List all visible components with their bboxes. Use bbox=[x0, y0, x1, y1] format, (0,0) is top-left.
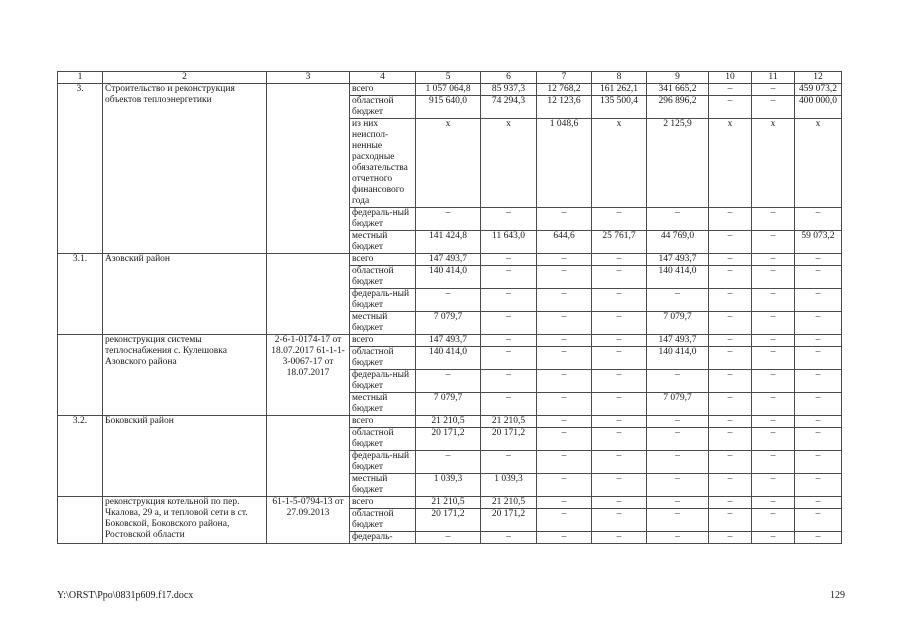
value-cell: – bbox=[647, 428, 709, 451]
value-cell: – bbox=[592, 416, 647, 428]
value-cell: 21 210,5 bbox=[481, 497, 537, 509]
table-row bbox=[58, 254, 842, 266]
value-cell: – bbox=[795, 347, 842, 370]
value-cell: 21 210,5 bbox=[416, 497, 481, 509]
value-cell: – bbox=[752, 393, 795, 416]
value-cell: – bbox=[709, 208, 752, 231]
value-cell: – bbox=[537, 312, 592, 335]
value-cell: 7 079,7 bbox=[647, 393, 709, 416]
value-cell: – bbox=[752, 289, 795, 312]
value-cell: – bbox=[752, 254, 795, 266]
value-cell: – bbox=[752, 474, 795, 497]
value-cell: 296 896,2 bbox=[647, 96, 709, 119]
value-cell: х bbox=[752, 119, 795, 208]
header-row bbox=[58, 72, 842, 84]
column-header: 12 bbox=[795, 72, 842, 84]
file-path: Y:\ORST\Ppo\0831p609.f17.docx bbox=[57, 590, 194, 601]
funding-source: федераль-ный бюджет bbox=[350, 289, 416, 312]
value-cell: – bbox=[647, 532, 709, 544]
value-cell: 140 414,0 bbox=[647, 347, 709, 370]
value-cell: – bbox=[592, 347, 647, 370]
column-header: 10 bbox=[709, 72, 752, 84]
value-cell: 140 414,0 bbox=[416, 347, 481, 370]
item-number: 3.2. bbox=[58, 416, 103, 497]
value-cell: – bbox=[709, 312, 752, 335]
value-cell: – bbox=[752, 497, 795, 509]
value-cell: 1 048,6 bbox=[537, 119, 592, 208]
value-cell: – bbox=[592, 289, 647, 312]
table-row bbox=[58, 497, 842, 509]
value-cell: – bbox=[537, 266, 592, 289]
value-cell: – bbox=[709, 96, 752, 119]
value-cell: – bbox=[795, 497, 842, 509]
item-number bbox=[58, 335, 103, 416]
value-cell: х bbox=[416, 119, 481, 208]
value-cell: 44 769,0 bbox=[647, 231, 709, 254]
item-name: реконструкция котельной по пер. Чкалова, 29 а, и тепловой сети в ст. Боковской, Боковского района, Ростовской области bbox=[103, 497, 267, 544]
funding-source: областной бюджет bbox=[350, 347, 416, 370]
item-code bbox=[267, 416, 350, 497]
value-cell: 459 073,2 bbox=[795, 84, 842, 96]
value-cell: 59 073,2 bbox=[795, 231, 842, 254]
value-cell: – bbox=[416, 532, 481, 544]
value-cell: – bbox=[537, 208, 592, 231]
value-cell: – bbox=[537, 347, 592, 370]
page-number: 129 bbox=[830, 590, 845, 601]
value-cell: – bbox=[795, 335, 842, 347]
value-cell: 85 937,3 bbox=[481, 84, 537, 96]
value-cell: – bbox=[709, 266, 752, 289]
value-cell: 915 640,0 bbox=[416, 96, 481, 119]
value-cell: – bbox=[752, 208, 795, 231]
value-cell: – bbox=[416, 289, 481, 312]
value-cell: – bbox=[752, 370, 795, 393]
value-cell: 147 493,7 bbox=[647, 335, 709, 347]
item-code bbox=[267, 84, 350, 254]
value-cell: – bbox=[537, 416, 592, 428]
value-cell: 7 079,7 bbox=[647, 312, 709, 335]
value-cell: – bbox=[647, 208, 709, 231]
column-header: 7 bbox=[537, 72, 592, 84]
value-cell: – bbox=[537, 289, 592, 312]
value-cell: – bbox=[481, 254, 537, 266]
value-cell: 74 294,3 bbox=[481, 96, 537, 119]
value-cell: – bbox=[592, 312, 647, 335]
value-cell: 2 125,9 bbox=[647, 119, 709, 208]
column-header: 8 bbox=[592, 72, 647, 84]
table-row bbox=[58, 416, 842, 428]
item-name: Боковский район bbox=[103, 416, 267, 497]
value-cell: – bbox=[795, 254, 842, 266]
value-cell: – bbox=[709, 428, 752, 451]
value-cell: 147 493,7 bbox=[416, 335, 481, 347]
value-cell: – bbox=[752, 266, 795, 289]
value-cell: – bbox=[592, 208, 647, 231]
value-cell: – bbox=[752, 312, 795, 335]
value-cell: 25 761,7 bbox=[592, 231, 647, 254]
value-cell: – bbox=[481, 451, 537, 474]
value-cell: – bbox=[592, 532, 647, 544]
value-cell: – bbox=[592, 254, 647, 266]
value-cell: – bbox=[752, 532, 795, 544]
value-cell: – bbox=[752, 231, 795, 254]
value-cell: 11 643,0 bbox=[481, 231, 537, 254]
value-cell: – bbox=[481, 312, 537, 335]
value-cell: – bbox=[752, 84, 795, 96]
value-cell: – bbox=[752, 451, 795, 474]
value-cell: – bbox=[795, 208, 842, 231]
value-cell: – bbox=[481, 266, 537, 289]
value-cell: – bbox=[795, 474, 842, 497]
funding-source: федераль-ный бюджет bbox=[350, 208, 416, 231]
value-cell: 141 424,8 bbox=[416, 231, 481, 254]
value-cell: – bbox=[647, 451, 709, 474]
funding-source: областной бюджет bbox=[350, 266, 416, 289]
item-number: 3.1. bbox=[58, 254, 103, 335]
value-cell: – bbox=[537, 254, 592, 266]
column-header: 11 bbox=[752, 72, 795, 84]
value-cell: – bbox=[709, 289, 752, 312]
funding-source: всего bbox=[350, 84, 416, 96]
funding-source: федераль- bbox=[350, 532, 416, 544]
value-cell: – bbox=[416, 208, 481, 231]
value-cell: – bbox=[709, 474, 752, 497]
value-cell: – bbox=[709, 254, 752, 266]
value-cell: 140 414,0 bbox=[416, 266, 481, 289]
value-cell: – bbox=[592, 266, 647, 289]
value-cell: – bbox=[795, 451, 842, 474]
value-cell: – bbox=[592, 370, 647, 393]
value-cell: х bbox=[795, 119, 842, 208]
item-name: реконструкция системы теплоснабжения с. Кулешовка Азовского района bbox=[103, 335, 267, 416]
value-cell: – bbox=[537, 451, 592, 474]
value-cell: – bbox=[709, 370, 752, 393]
value-cell: – bbox=[647, 416, 709, 428]
value-cell: – bbox=[481, 208, 537, 231]
funding-source: местный бюджет bbox=[350, 474, 416, 497]
value-cell: – bbox=[481, 289, 537, 312]
value-cell: 20 171,2 bbox=[481, 509, 537, 532]
value-cell: – bbox=[752, 96, 795, 119]
value-cell: – bbox=[709, 416, 752, 428]
value-cell: – bbox=[647, 509, 709, 532]
item-name: Строительство и реконструкция объектов теплоэнергетики bbox=[103, 84, 267, 254]
value-cell: – bbox=[709, 451, 752, 474]
value-cell: – bbox=[795, 416, 842, 428]
value-cell: – bbox=[795, 289, 842, 312]
value-cell: – bbox=[592, 428, 647, 451]
value-cell: 20 171,2 bbox=[416, 428, 481, 451]
funding-source: всего bbox=[350, 335, 416, 347]
value-cell: – bbox=[795, 532, 842, 544]
value-cell: – bbox=[752, 428, 795, 451]
value-cell: 7 079,7 bbox=[416, 393, 481, 416]
value-cell: – bbox=[592, 497, 647, 509]
value-cell: 147 493,7 bbox=[647, 254, 709, 266]
value-cell: 7 079,7 bbox=[416, 312, 481, 335]
value-cell: – bbox=[795, 370, 842, 393]
value-cell: – bbox=[537, 393, 592, 416]
column-header: 4 bbox=[350, 72, 416, 84]
funding-source: местный бюджет bbox=[350, 393, 416, 416]
value-cell: – bbox=[709, 393, 752, 416]
value-cell: – bbox=[537, 474, 592, 497]
value-cell: 147 493,7 bbox=[416, 254, 481, 266]
value-cell: 12 768,2 bbox=[537, 84, 592, 96]
value-cell: – bbox=[752, 509, 795, 532]
value-cell: – bbox=[647, 289, 709, 312]
value-cell: – bbox=[795, 393, 842, 416]
value-cell: – bbox=[647, 497, 709, 509]
value-cell: – bbox=[537, 497, 592, 509]
value-cell: 140 414,0 bbox=[647, 266, 709, 289]
value-cell: – bbox=[481, 335, 537, 347]
value-cell: – bbox=[592, 335, 647, 347]
value-cell: – bbox=[709, 84, 752, 96]
value-cell: 400 000,0 bbox=[795, 96, 842, 119]
value-cell: 135 500,4 bbox=[592, 96, 647, 119]
item-code: 2-6-1-0174-17 от 18.07.2017 61-1-1-3-0067-17 от 18.07.2017 bbox=[267, 335, 350, 416]
value-cell: 1 057 064,8 bbox=[416, 84, 481, 96]
funding-source: федераль-ный бюджет bbox=[350, 370, 416, 393]
value-cell: – bbox=[592, 393, 647, 416]
column-header: 3 bbox=[267, 72, 350, 84]
value-cell: – bbox=[752, 347, 795, 370]
funding-source: из них неиспол-ненные расходные обязательства отчетного финансового года bbox=[350, 119, 416, 208]
value-cell: – bbox=[795, 266, 842, 289]
funding-source: всего bbox=[350, 497, 416, 509]
item-code bbox=[267, 254, 350, 335]
value-cell: – bbox=[795, 312, 842, 335]
value-cell: 341 665,2 bbox=[647, 84, 709, 96]
value-cell: – bbox=[481, 370, 537, 393]
value-cell: – bbox=[709, 509, 752, 532]
table-row bbox=[58, 335, 842, 347]
item-code: 61-1-5-0794-13 от 27.09.2013 bbox=[267, 497, 350, 544]
value-cell: 21 210,5 bbox=[416, 416, 481, 428]
budget-table bbox=[57, 71, 842, 544]
funding-source: областной бюджет bbox=[350, 428, 416, 451]
value-cell: – bbox=[647, 474, 709, 497]
column-header: 1 bbox=[58, 72, 103, 84]
value-cell: – bbox=[647, 370, 709, 393]
column-header: 5 bbox=[416, 72, 481, 84]
value-cell: х bbox=[481, 119, 537, 208]
value-cell: – bbox=[481, 347, 537, 370]
value-cell: – bbox=[537, 428, 592, 451]
value-cell: 1 039,3 bbox=[481, 474, 537, 497]
value-cell: 161 262,1 bbox=[592, 84, 647, 96]
funding-source: областной бюджет bbox=[350, 96, 416, 119]
funding-source: всего bbox=[350, 254, 416, 266]
value-cell: х bbox=[709, 119, 752, 208]
funding-source: всего bbox=[350, 416, 416, 428]
value-cell: – bbox=[481, 393, 537, 416]
funding-source: областной бюджет bbox=[350, 509, 416, 532]
value-cell: – bbox=[537, 370, 592, 393]
item-name: Азовский район bbox=[103, 254, 267, 335]
value-cell: 644,6 bbox=[537, 231, 592, 254]
value-cell: х bbox=[592, 119, 647, 208]
value-cell: – bbox=[709, 231, 752, 254]
value-cell: – bbox=[752, 335, 795, 347]
value-cell: – bbox=[592, 451, 647, 474]
value-cell: – bbox=[592, 474, 647, 497]
value-cell: – bbox=[709, 532, 752, 544]
value-cell: 21 210,5 bbox=[481, 416, 537, 428]
value-cell: – bbox=[481, 532, 537, 544]
value-cell: – bbox=[795, 509, 842, 532]
table-row bbox=[58, 84, 842, 96]
funding-source: местный бюджет bbox=[350, 312, 416, 335]
value-cell: – bbox=[795, 428, 842, 451]
value-cell: 20 171,2 bbox=[416, 509, 481, 532]
value-cell: 12 123,6 bbox=[537, 96, 592, 119]
value-cell: – bbox=[416, 451, 481, 474]
column-header: 6 bbox=[481, 72, 537, 84]
column-header: 2 bbox=[103, 72, 267, 84]
value-cell: – bbox=[709, 347, 752, 370]
funding-source: местный бюджет bbox=[350, 231, 416, 254]
value-cell: – bbox=[537, 532, 592, 544]
value-cell: – bbox=[537, 509, 592, 532]
value-cell: 20 171,2 bbox=[481, 428, 537, 451]
value-cell: – bbox=[537, 335, 592, 347]
value-cell: 1 039,3 bbox=[416, 474, 481, 497]
value-cell: – bbox=[709, 335, 752, 347]
column-header: 9 bbox=[647, 72, 709, 84]
value-cell: – bbox=[592, 509, 647, 532]
funding-source: федераль-ный бюджет bbox=[350, 451, 416, 474]
value-cell: – bbox=[752, 416, 795, 428]
item-number: 3. bbox=[58, 84, 103, 254]
value-cell: – bbox=[416, 370, 481, 393]
value-cell: – bbox=[709, 497, 752, 509]
item-number bbox=[58, 497, 103, 544]
